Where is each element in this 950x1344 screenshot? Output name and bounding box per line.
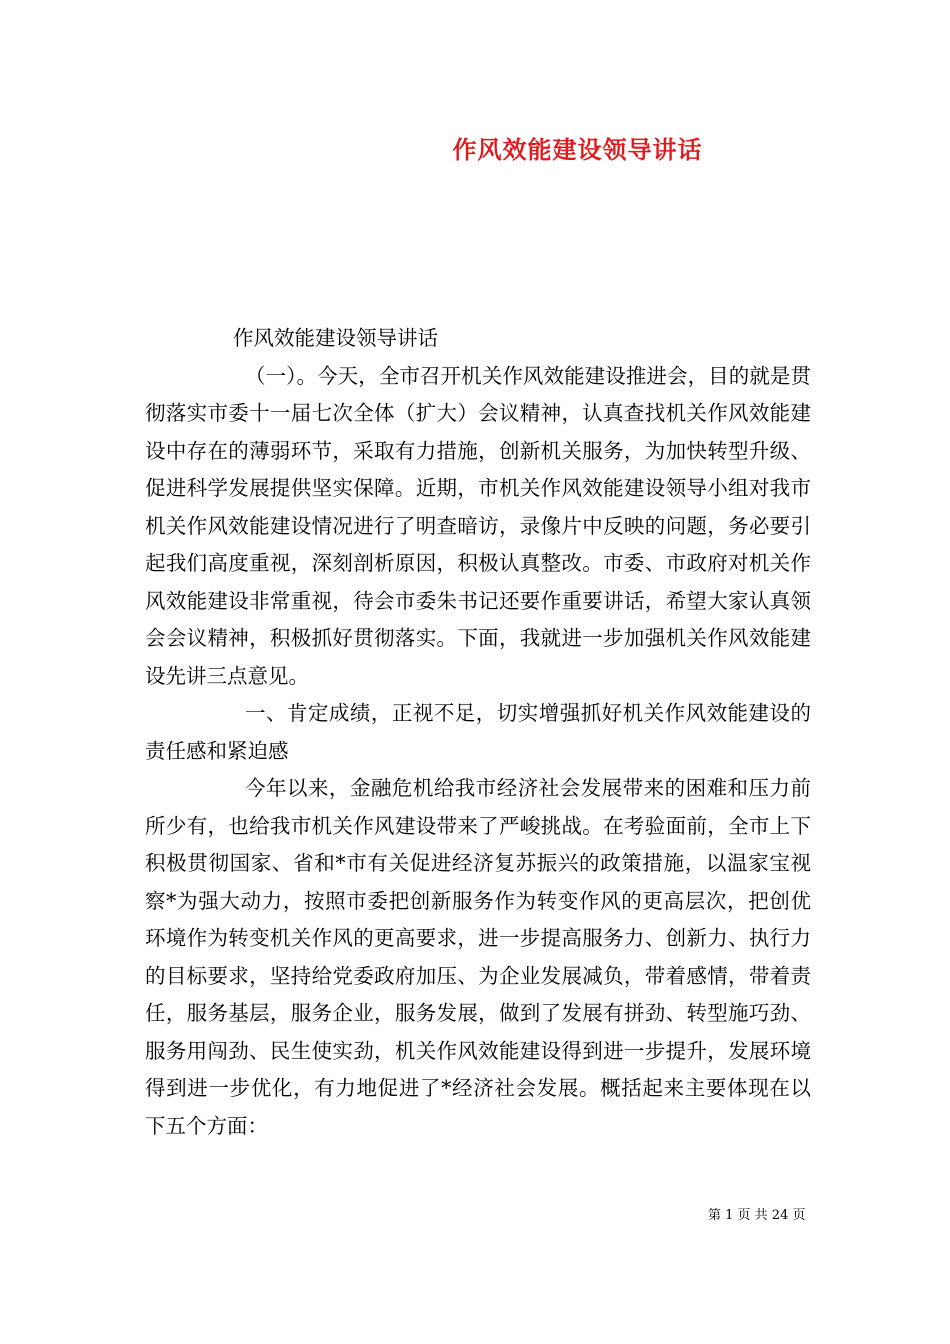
document-body bbox=[145, 320, 811, 1145]
paragraph-achievements: 今年以来，金融危机给我市经济社会发展带来的困难和压力前所少有，也给我市机关作风建设带来了严峻挑战。在考验面前，全市上下积极贯彻国家、省和*市有关促进经济复苏振兴的政策措施，以温家宝视察*为强大动力，按照市委把创新服务作为转变作风的更高层次，把创优环境作为转变机关作风的更高要求，进一步提高服务力、创新力、执行力的目标要求，坚持给党委政府加压、为企业发展减负，带着感情，带着责任，服务基层，服务企业，服务发展，做到了发展有拼劲、转型施巧劲、服务用闯劲、民生使实劲，机关作风效能建设得到进一步提升，发展环境得到进一步优化，有力地促进了*经济社会发展。概括起来主要体现在以下五个方面： bbox=[145, 776, 811, 1138]
page-number: 第 1 页 共 24 页 bbox=[708, 1208, 806, 1223]
paragraph-intro: （一）。今天，全市召开机关作风效能建设推进会，目的就是贯彻落实市委十一届七次全体（扩大）会议精神，认真查找机关作风效能建设中存在的薄弱环节，采取有力措施，创新机关服务，为加快转型升级、促进科学发展提供坚实保障。近期，市机关作风效能建设领导小组对我市机关作风效能建设情况进行了明查暗访，录像片中反映的问题，务必要引起我们高度重视，深刻剖析原因，积极认真整改。市委、市政府对机关作风效能建设非常重视，待会市委朱书记还要作重要讲话，希望大家认真领会会议精神，积极抓好贯彻落实。下面，我就进一步加强机关作风效能建设先讲三点意见。 bbox=[145, 363, 811, 688]
document-title: 作风效能建设领导讲话 bbox=[452, 135, 703, 164]
document-subtitle: 作风效能建设领导讲话 bbox=[233, 326, 438, 350]
section-heading-1: 一、肯定成绩，正视不足，切实增强抓好机关作风效能建设的责任感和紧迫感 bbox=[145, 701, 811, 763]
